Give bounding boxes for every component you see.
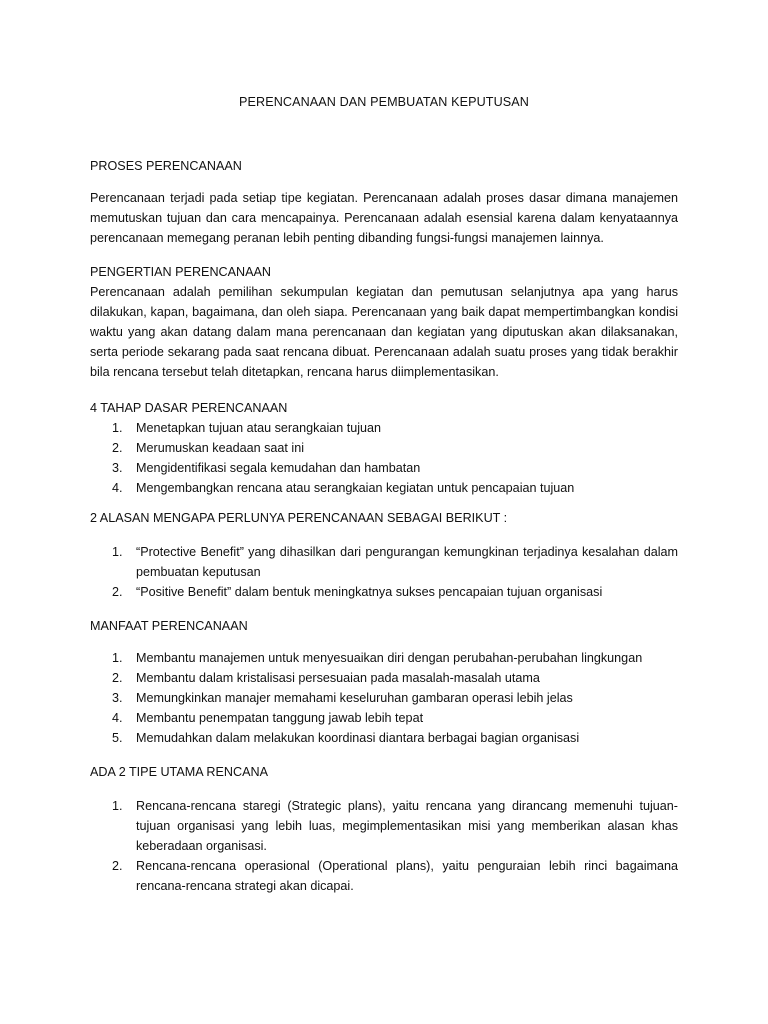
section-heading-tipe: ADA 2 TIPE UTAMA RENCANA <box>90 765 268 779</box>
list-text: Membantu penempatan tanggung jawab lebih tepat <box>136 711 424 725</box>
list-number: 2. <box>112 671 123 685</box>
list-number: 2. <box>112 859 123 873</box>
list-item <box>90 458 678 478</box>
list-number: 2. <box>112 441 123 455</box>
section-heading-alasan: 2 ALASAN MENGAPA PERLUNYA PERENCANAAN SEBAGAI BERIKUT : <box>90 511 508 525</box>
list-number: 1. <box>112 799 123 813</box>
list-text: “Positive Benefit” dalam bentuk meningkatnya sukses pencapaian tujuan organisasi <box>136 585 603 599</box>
list-number: 5. <box>112 731 123 745</box>
paragraph-pengertian: Perencanaan adalah pemilihan sekumpulan kegiatan dan pemutusan selanjutnya apa yang harus dilakukan, kapan, bagaimana, dan oleh siapa. Perencanaan yang baik dapat mempertimbangkan kondisi waktu yang akan datang dalam mana perencanaan dan kegiatan yang diputuskan akan dilaksanakan, serta periode sekarang pada saat rencana dibuat. Perencanaan adalah suatu proses yang tidak berakhir bila rencana tersebut telah ditetapkan, rencana harus diimplementasikan. <box>90 285 678 379</box>
list-text: “Protective Benefit” yang dihasilkan dari pengurangan kemungkinan terjadinya kesalahan dalam pembuatan keputusan <box>136 545 678 579</box>
list-number: 1. <box>112 421 123 435</box>
list-text: Memudahkan dalam melakukan koordinasi diantara berbagai bagian organisasi <box>136 731 580 745</box>
list-text: Mengembangkan rencana atau serangkaian kegiatan untuk pencapaian tujuan <box>136 481 575 495</box>
list-alasan <box>90 542 678 602</box>
list-tipe <box>90 796 678 896</box>
list-item <box>90 688 678 708</box>
list-manfaat <box>90 648 678 748</box>
list-text: Mengidentifikasi segala kemudahan dan hambatan <box>136 461 421 475</box>
paragraph-proses: Perencanaan terjadi pada setiap tipe kegiatan. Perencanaan adalah proses dasar dimana manajemen memutuskan tujuan dan cara mencapainya. Perencanaan adalah esensial karena dalam kenyataannya perencanaan memegang peranan lebih penting dibanding fungsi-fungsi manajemen lainnya. <box>90 191 678 245</box>
list-item <box>90 708 678 728</box>
list-text: Membantu manajemen untuk menyesuaikan diri dengan perubahan-perubahan lingkungan <box>136 651 643 665</box>
section-heading-tahap: 4 TAHAP DASAR PERENCANAAN <box>90 401 288 415</box>
list-number: 4. <box>112 711 123 725</box>
list-item <box>90 856 678 896</box>
list-text: Menetapkan tujuan atau serangkaian tujuan <box>136 421 382 435</box>
list-item <box>90 438 678 458</box>
list-tahap <box>90 418 678 498</box>
list-number: 3. <box>112 461 123 475</box>
list-item <box>90 648 678 668</box>
list-item <box>90 796 678 856</box>
list-text: Merumuskan keadaan saat ini <box>136 441 305 455</box>
list-text: Rencana-rencana operasional (Operational plans), yaitu penguraian lebih rinci bagaimana rencana-rencana strategi akan dicapai. <box>136 859 678 893</box>
section-heading-pengertian: PENGERTIAN PERENCANAAN <box>90 265 272 279</box>
section-heading-proses: PROSES PERENCANAAN <box>90 159 242 173</box>
document-title: PERENCANAAN DAN PEMBUATAN KEPUTUSAN <box>239 95 529 109</box>
list-item <box>90 582 678 602</box>
section-heading-manfaat: MANFAAT PERENCANAAN <box>90 619 248 633</box>
list-number: 2. <box>112 585 123 599</box>
list-text: Membantu dalam kristalisasi persesuaian pada masalah-masalah utama <box>136 671 540 685</box>
list-text: Rencana-rencana staregi (Strategic plans), yaitu rencana yang dirancang memenuhi tujuan-tujuan organisasi yang lebih luas, megimplementasikan misi yang memberikan alasan khas keberadaan organisasi. <box>136 799 678 853</box>
list-item <box>90 418 678 438</box>
list-text: Memungkinkan manajer memahami keseluruhan gambaran operasi lebih jelas <box>136 691 573 705</box>
list-item <box>90 478 678 498</box>
list-item <box>90 542 678 582</box>
list-item <box>90 728 678 748</box>
list-item <box>90 668 678 688</box>
list-number: 4. <box>112 481 123 495</box>
list-number: 1. <box>112 545 123 559</box>
list-number: 3. <box>112 691 123 705</box>
list-number: 1. <box>112 651 123 665</box>
